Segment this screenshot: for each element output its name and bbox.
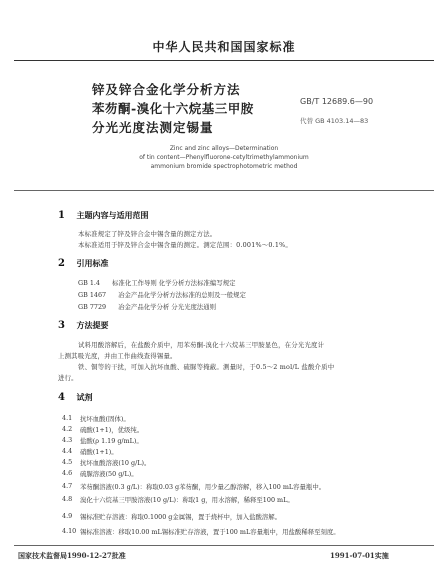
title-line-3: 分光光度法测定锡量: [92, 120, 214, 135]
section-4-title: 试剂: [76, 392, 93, 402]
section-3-number: 3: [58, 320, 65, 331]
reagent-text: 苯芴酮溶液(0.3 g/L)：称取0.03 g苯芴酮，用少量乙醇溶解，移入100 mL容量瓶中。: [80, 483, 326, 491]
reference-item: [78, 290, 246, 299]
reagent-text: 锡标准贮存溶液：称取0.1000 g金属锡，置于烧杯中，加入盐酸溶解。: [80, 513, 282, 521]
footer-rule: [14, 545, 434, 546]
section-1-number: 1: [58, 210, 65, 221]
english-title-line-3: ammonium bromide spectrophotometric method: [150, 163, 298, 170]
reference-code: GB 1.4: [78, 279, 100, 287]
reference-item: [78, 278, 236, 287]
reagent-text: 锡标准溶液：移取10.00 mL锡标准贮存溶液，置于100 mL容量瓶中，用盐酸稀释至刻度。: [80, 528, 340, 536]
standard-publisher: 中华人民共和国国家标准: [152, 40, 296, 54]
reagent-number: 4.7: [62, 482, 73, 490]
english-title-line-1: Zinc and zinc alloys—Determination: [169, 145, 279, 152]
section-2-title: 引用标准: [76, 258, 109, 268]
reference-text: 冶金产品化学分析 分光光度法通则: [118, 303, 217, 311]
reagent-number: 4.10: [62, 527, 77, 535]
reagent-text: 硝酸(1+1)。: [80, 448, 118, 456]
section-3-line: 上测其吸光度，并由工作曲线查得锡量。: [58, 352, 177, 360]
reagent-text: 硫酸(1+1)，优级纯。: [80, 426, 144, 434]
reagent-text: 抗坏血酸(固体)。: [80, 415, 130, 423]
reagent-text: 溴化十六烷基三甲胺溶液(10 g/L)：称取1 g，用水溶解，稀释至100 mL。: [80, 496, 294, 504]
section-4-heading: [58, 392, 92, 403]
section-3-line: 铁、铜等的干扰，可加入抗坏血酸、硫脲等掩蔽。测量时，于0.5～2 mol/L 盐酸介质中: [78, 363, 335, 371]
section-2-number: 2: [58, 258, 65, 269]
reagent-number: 4.1: [62, 414, 73, 422]
reference-code: GB 7729: [78, 303, 107, 311]
section-2-heading: [58, 258, 108, 269]
reagent-text: 抗坏血酸溶液(10 g/L)。: [80, 459, 151, 467]
implementation-date: 1991-07-01实施: [330, 551, 389, 560]
reagent-number: 4.2: [62, 425, 73, 433]
reagent-number: 4.8: [62, 495, 73, 503]
section-3-line: 试料用酸溶解后，在盐酸介质中，用苯芴酮-溴化十六烷基三甲胺显色，在分光光度计: [78, 341, 325, 349]
reference-code: GB 1467: [78, 291, 107, 299]
reagent-number: 4.6: [62, 469, 73, 477]
reagent-text: 盐酸(ρ 1.19 g/mL)。: [80, 437, 143, 445]
header-rule: [14, 60, 434, 61]
section-1-heading: [58, 210, 148, 221]
title-line-2: 苯芴酮-溴化十六烷基三甲胺: [92, 101, 254, 116]
section-1-line: 本标准规定了锌及锌合金中锡含量的测定方法。: [78, 230, 217, 238]
reagent-number: 4.5: [62, 458, 73, 466]
reagent-number: 4.4: [62, 447, 73, 455]
title-divider: [14, 190, 434, 191]
standard-number: GB/T 12689.6—90: [300, 97, 374, 106]
reference-item: [78, 302, 216, 311]
reference-text: 冶金产品化学分析方法标准的总则及一般规定: [118, 291, 246, 299]
section-4-number: 4: [58, 392, 65, 403]
section-1-line: 本标准适用于锌及锌合金中锡含量的测定。测定范围：0.001%～0.1%。: [78, 241, 292, 249]
section-3-title: 方法提要: [76, 320, 109, 330]
reagent-number: 4.3: [62, 436, 73, 444]
section-3-heading: [58, 320, 108, 331]
english-title-line-2: of tin content—Phenylfluorone-cetyltrimethylammonium: [139, 154, 309, 161]
reference-text: 标准化工作导则 化学分析方法标准编写规定: [112, 279, 236, 287]
section-3-line: 进行。: [58, 374, 78, 382]
superseded-standard: 代替 GB 4103.14—83: [300, 117, 369, 125]
section-1-title: 主题内容与适用范围: [76, 210, 149, 220]
title-line-1: 锌及锌合金化学分析方法: [92, 82, 241, 97]
reagent-text: 硫脲溶液(50 g/L)。: [80, 470, 138, 478]
approval-date: 国家技术监督局1990-12-27批准: [18, 551, 126, 560]
reagent-number: 4.9: [62, 512, 73, 520]
